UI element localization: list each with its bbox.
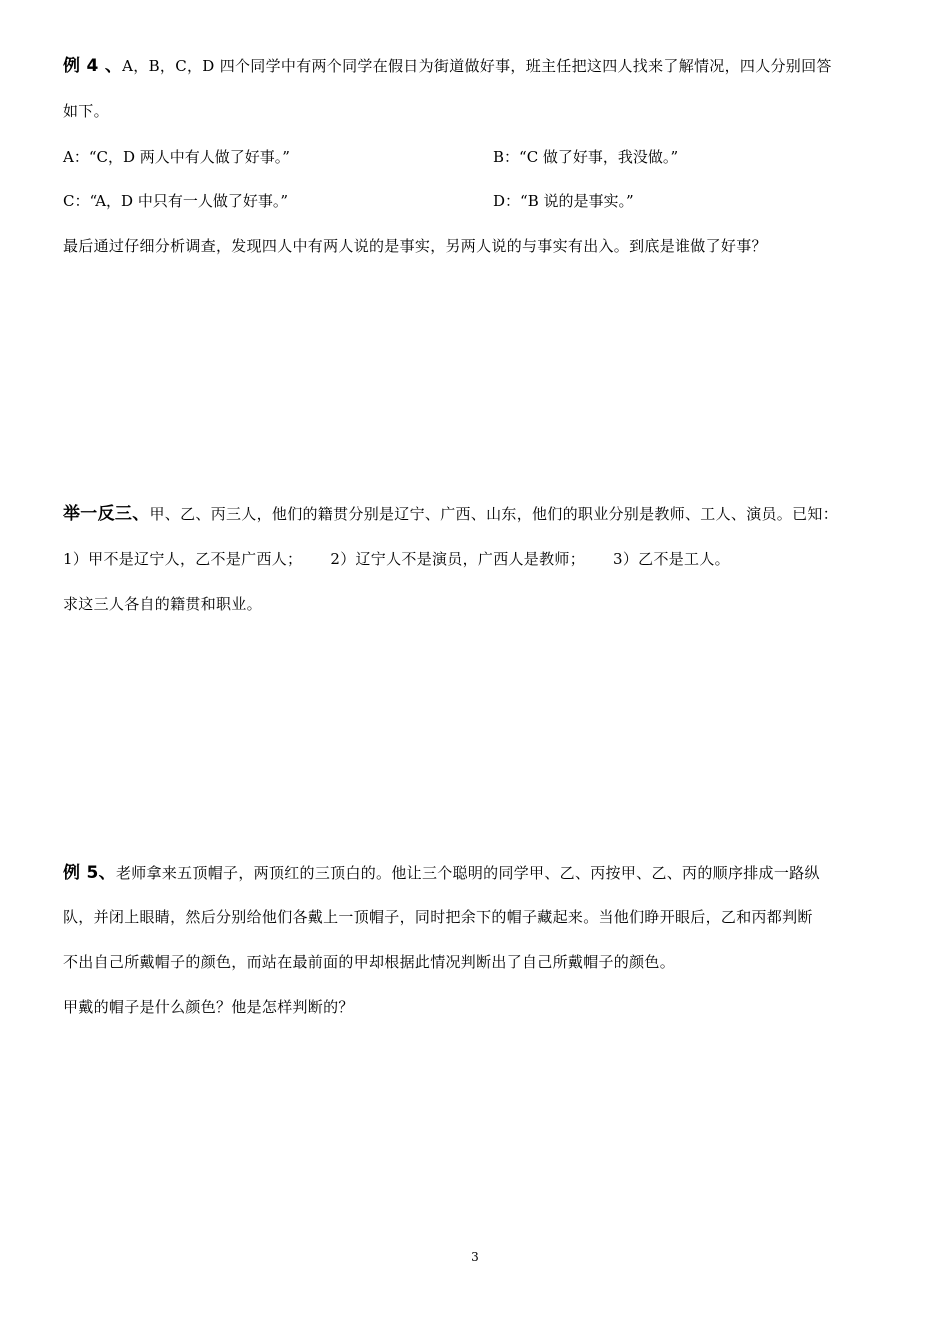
practice-line1 — [63, 504, 838, 524]
ex4-text-line1: A，B，C，D 四个同学中有两个同学在假日为街道做好事，班主任把这四人找来了解情况，四人分别回答 — [122, 57, 832, 75]
ex4-statement-a: A：“C，D 两人中有人做了好事。” — [63, 148, 290, 166]
practice-question: 求这三人各自的籍贯和职业。 — [63, 595, 262, 613]
ex4-line2: 如下。 — [63, 102, 109, 120]
ex4-label: 例 4 、 — [63, 56, 123, 76]
ex5-line2: 队，并闭上眼睛，然后分别给他们各戴上一顶帽子，同时把余下的帽子藏起来。当他们睁开眼后，乙和丙都判断 — [63, 908, 813, 926]
ex5-line3: 不出自己所戴帽子的颜色，而站在最前面的甲却根据此情况判断出了自己所戴帽子的颜色。 — [63, 953, 676, 971]
practice-cond1: 1）甲不是辽宁人，乙不是广西人； — [63, 550, 303, 568]
practice-label: 举一反三、 — [63, 504, 150, 524]
ex4-question: 最后通过仔细分析调查，发现四人中有两人说的是事实，另两人说的与事实有出入。到底是谁做了好事？ — [63, 237, 767, 255]
page-number: 3 — [471, 1250, 479, 1264]
practice-conditions — [63, 549, 730, 569]
ex5-line1 — [63, 863, 820, 883]
ex5-label: 例 5、 — [63, 863, 116, 883]
ex5-text-line1: 老师拿来五顶帽子，两顶红的三顶白的。他让三个聪明的同学甲、乙、丙按甲、乙、丙的顺序排成一路纵 — [115, 864, 820, 882]
ex5-question: 甲戴的帽子是什么颜色？他是怎样判断的？ — [63, 998, 354, 1016]
practice-text-line1: 甲、乙、丙三人，他们的籍贯分别是辽宁、广西、山东，他们的职业分别是教师、工人、演员。已知： — [149, 505, 839, 523]
practice-cond2: 2）辽宁人不是演员，广西人是教师； — [330, 550, 586, 568]
ex4-statement-d: D：“B 说的是事实。” — [493, 192, 634, 210]
practice-cond3: 3）乙不是工人。 — [613, 550, 730, 568]
ex4-line1 — [63, 56, 832, 76]
ex4-statement-b: B：“C 做了好事，我没做。” — [493, 148, 679, 166]
ex4-statement-c: C：“A，D 中只有一人做了好事。” — [63, 192, 289, 210]
